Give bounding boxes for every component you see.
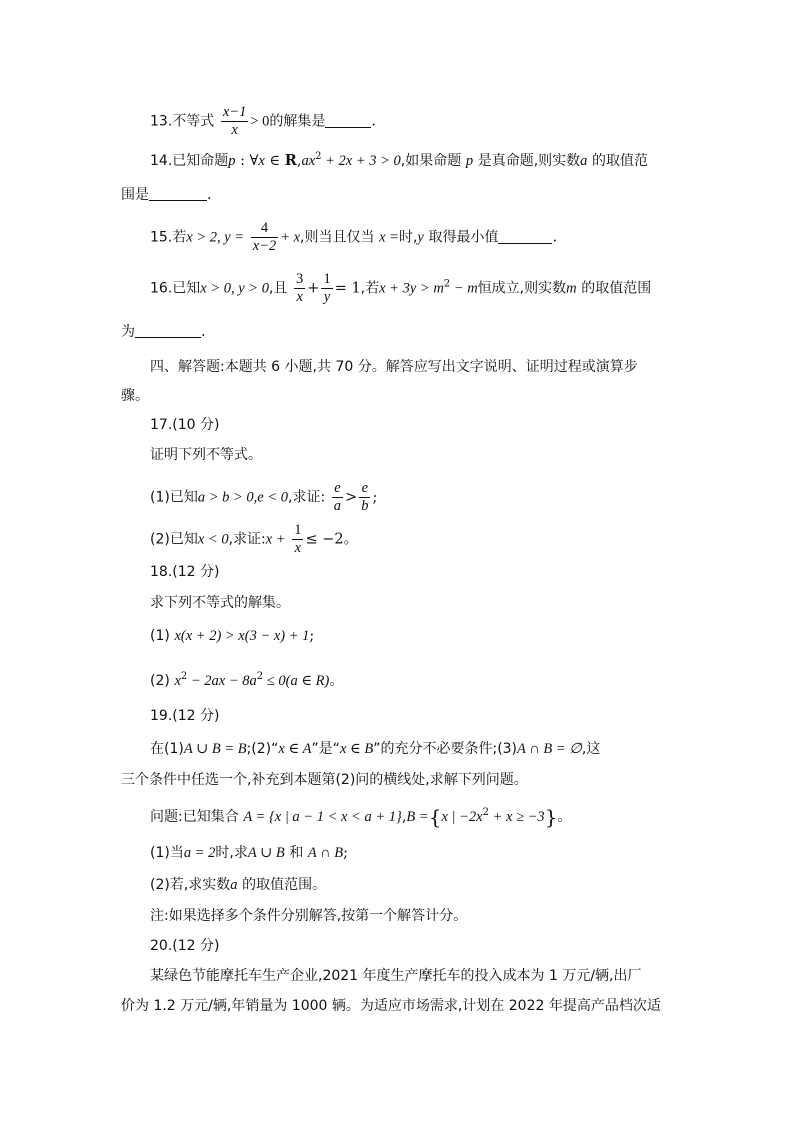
fraction: $\frac{1}{x}$	[294, 522, 302, 556]
question-19-part-1: (1)当a = 2时,求A ∪ B 和 A ∩ B;	[150, 845, 348, 861]
question-19-part-2: (2)若,求实数a 的取值范围。	[150, 877, 327, 893]
question-19-line-1: 在(1)A ∪ B = B;(2)“x ∈ A”是“x ∈ B”的充分不必要条件;(3)A ∩ B = ∅,这	[150, 741, 601, 757]
section-heading: 四、解答题:本题共 6 小题,共 70 分。解答应写出文字说明、证明过程或演算步	[150, 359, 638, 375]
question-17-header: 17.(10 分)	[150, 417, 220, 433]
question-16: 16.已知x > 0, y > 0,且 $\frac{3}{x}$ + $\frac{1}{y}$ = 1,若$x + 3y > m^2 - m$恒成立,则实数m 的取值范围	[150, 271, 652, 305]
question-number: 13.	[150, 113, 173, 130]
question-15: 15.若x > 2, y = $\frac{4}{x-2}$ + x,则当且仅当 x =时,y 取得最小值 .	[150, 220, 558, 254]
question-number: 14.	[150, 153, 173, 169]
question-17-part-1: (1)已知a > b > 0,e < 0,求证: $\frac{e}{a}$ > $\frac{e}{b}$ ;	[150, 480, 378, 514]
question-14: 14.已知命题p : ∀x ∈ $R,ax^2 + 2x + 3 > 0$,如果命题 p 是真命题,则实数a 的取值范	[150, 151, 649, 169]
section-heading-line-2: 骤。	[121, 388, 149, 404]
question-19-header: 19.(12 分)	[150, 708, 220, 724]
fraction: $\frac{4}{x-2}$	[252, 220, 277, 254]
question-17-part-2: (2)已知x < 0,求证:x + $\frac{1}{x}$ ≤ −2。	[150, 522, 358, 556]
question-number: 16.	[150, 280, 173, 297]
answer-blank	[135, 323, 201, 338]
question-17-intro: 证明下列不等式。	[150, 447, 262, 463]
question-20-line-2: 价为 1.2 万元/辆,年销量为 1000 辆。为适应市场需求,计划在 2022 年提高产品档次适	[121, 998, 661, 1014]
question-20-line-1: 某绿色节能摩托车生产企业,2021 年度生产摩托车的投入成本为 1 万元/辆,出厂	[150, 968, 642, 984]
question-18-part-1: (1) x(x + 2) > x(3 − x) + 1;	[150, 628, 315, 644]
question-14-line-2: 围是 .	[121, 187, 212, 203]
answer-blank	[498, 229, 552, 244]
answer-blank	[149, 186, 207, 201]
question-18-intro: 求下列不等式的解集。	[150, 595, 290, 611]
question-19-problem: 问题:已知集合 A = {x | a − 1 < x < a + 1},B ={x | $-2x^2 + x \ge -3$}。	[150, 805, 572, 829]
fraction: $\frac{e}{a}$	[333, 480, 342, 514]
question-19-line-2: 三个条件中任选一个,补充到本题第(2)问的横线处,求解下列问题。	[121, 772, 528, 788]
question-18-header: 18.(12 分)	[150, 564, 220, 580]
question-number: 15.	[150, 229, 173, 246]
question-16-line-2: 为 .	[121, 324, 206, 340]
fraction: $\frac{e}{b}$	[361, 480, 369, 514]
question-20-header: 20.(12 分)	[150, 938, 220, 954]
question-13: 13.不等式 $\frac{x-1}{x}$ > 0的解集是 .	[150, 104, 377, 138]
fraction: $\frac{x-1}{x}$	[222, 104, 247, 138]
question-19-note: 注:如果选择多个条件分别解答,按第一个解答计分。	[150, 908, 468, 924]
question-18-part-2: (2) $x^2 - 2ax - 8a^2 \le 0(a$ ∈ R)。	[150, 671, 344, 689]
fraction: $\frac{3}{x}$	[296, 271, 304, 305]
fraction: $\frac{1}{y}$	[323, 271, 331, 305]
answer-blank	[325, 113, 371, 128]
